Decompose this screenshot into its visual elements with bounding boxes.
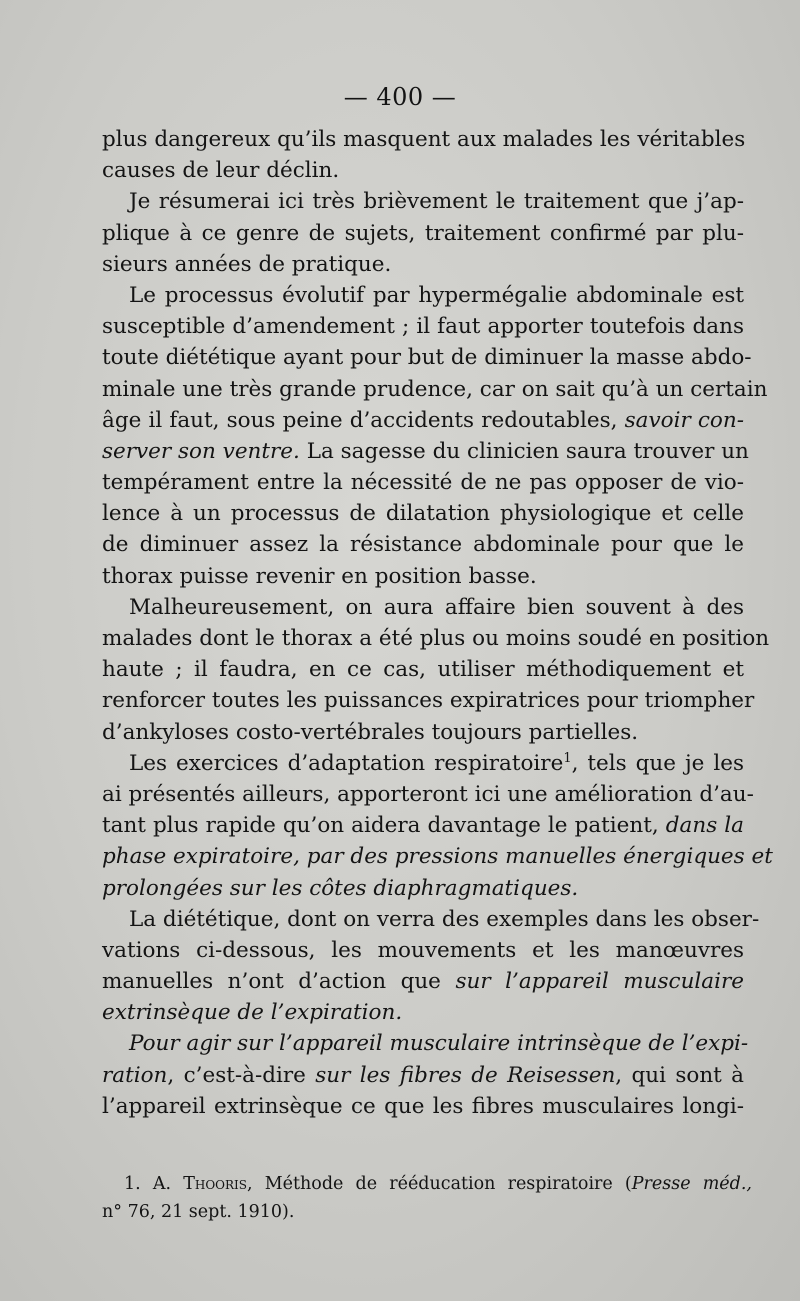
- text-line: l’appareil extrinsèque ce que les fibres musculaires longi-: [102, 1093, 744, 1119]
- text-line: La diététique, dont on verra des exemples dans les obser-: [129, 906, 760, 932]
- text-line: de diminuer assez la résistance abdominale pour que le: [102, 532, 744, 558]
- text-line: Pour agir sur l’appareil musculaire intrinsèque de l’expi-: [129, 1031, 749, 1057]
- text-line: toute diététique ayant pour but de diminuer la masse abdo-: [102, 345, 752, 371]
- text-line: âge il faut, sous peine d’accidents redoutables, savoir con-: [102, 407, 744, 433]
- text-line: d’ankyloses costo-vertébrales toujours partielles.: [102, 719, 639, 745]
- text-line: server son ventre. La sagesse du clinicien saura trouver un: [102, 438, 749, 464]
- text-line: thorax puisse revenir en position basse.: [102, 563, 537, 589]
- text-line: extrinsèque de l’expiration.: [102, 1000, 403, 1026]
- text-line: phase expiratoire, par des pressions manuelles énergiques et: [102, 844, 773, 870]
- text-line: tant plus rapide qu’on aidera davantage le patient, dans la: [102, 813, 744, 839]
- text-line: ration, c’est-à-dire sur les fibres de Reisessen, qui sont à: [102, 1062, 744, 1088]
- text-line: malades dont le thorax a été plus ou moins soudé en position: [102, 626, 770, 651]
- text-line: causes de leur déclin.: [102, 158, 340, 184]
- text-line: Je résumerai ici très brièvement le traitement que j’ap-: [129, 189, 744, 215]
- body-text: [102, 124, 773, 1122]
- text-line: Malheureusement, on aura affaire bien souvent à des: [129, 594, 744, 620]
- text-line: Le processus évolutif par hypermégalie abdominale est: [129, 282, 744, 308]
- text-line: lence à un processus de dilatation physiologique et celle: [102, 501, 744, 527]
- text-line: ai présentés ailleurs, apporteront ici une amélioration d’au-: [102, 781, 754, 807]
- text-line: haute ; il faudra, en ce cas, utiliser méthodiquement et: [102, 657, 744, 683]
- text-line: plique à ce genre de sujets, traitement confirmé par plu-: [102, 220, 744, 246]
- footnote: [102, 1170, 752, 1226]
- text-line: Les exercices d’adaptation respiratoire$^1$, tels que je les: [129, 750, 744, 776]
- text-line: prolongées sur les côtes diaphragmatiques.: [102, 875, 579, 901]
- text-line: vations ci-dessous, les mouvements et les manœuvres: [102, 937, 744, 963]
- footnote-line: n° 76, 21 sept. 1910).: [102, 1202, 295, 1222]
- text-line: renforcer toutes les puissances expiratrices pour triompher: [102, 688, 755, 714]
- text-line: tempérament entre la nécessité de ne pas opposer de vio-: [102, 470, 744, 496]
- footnote-line: 1. A. Thooris, Méthode de rééducation respiratoire (Presse méd.,: [124, 1174, 752, 1194]
- text-line: manuelles n’ont d’action que sur l’appareil musculaire: [102, 969, 744, 995]
- text-line: minale une très grande prudence, car on sait qu’à un certain: [102, 376, 768, 402]
- text-line: plus dangereux qu’ils masquent aux malades les véritables: [102, 127, 746, 152]
- text-line: susceptible d’amendement ; il faut apporter toutefois dans: [102, 314, 744, 340]
- page-number: — 400 —: [343, 83, 457, 111]
- text-line: sieurs années de pratique.: [102, 251, 392, 277]
